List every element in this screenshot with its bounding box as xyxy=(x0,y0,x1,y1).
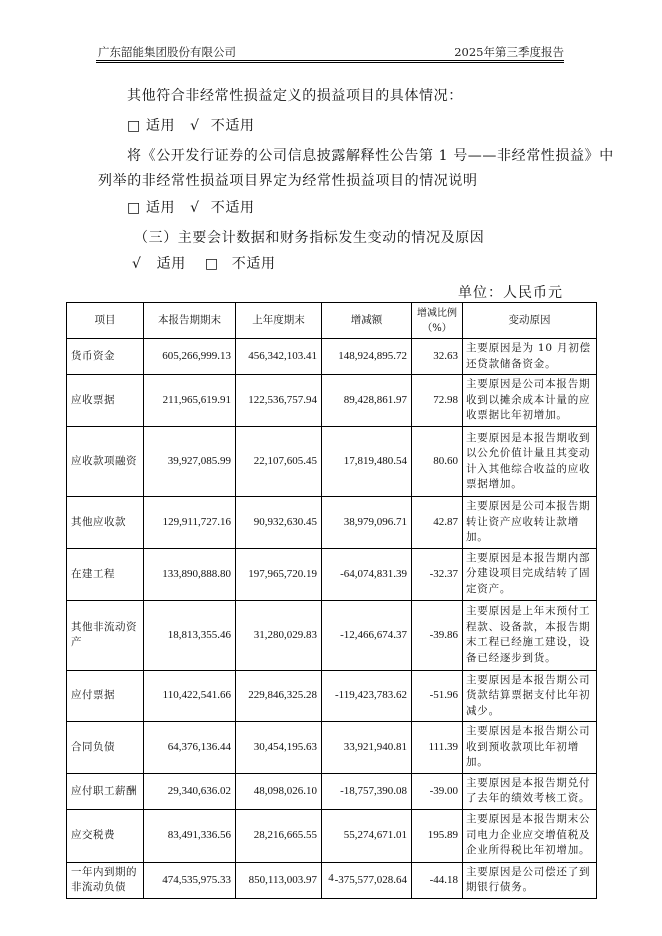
table-row xyxy=(67,670,597,722)
page-number: 4 xyxy=(328,872,334,884)
table-row xyxy=(67,722,597,774)
cell-prior: 48,098,026.10 xyxy=(236,773,322,809)
cell-change: -375,577,028.64 xyxy=(322,862,412,898)
cell-pct: 80.60 xyxy=(412,427,463,497)
section2-line1: 将《公开发行证券的公司信息披露解释性公告第 1 号——非经常性损益》中 xyxy=(127,148,614,164)
cell-prior: 31,280,029.83 xyxy=(236,600,322,670)
cell-reason: 主要原因是为 10 月初偿还贷款储备资金。 xyxy=(463,339,597,375)
cell-current: 133,890,888.80 xyxy=(144,548,236,600)
cell-pct: 195.89 xyxy=(412,809,463,862)
cell-reason: 主要原因是本报告期公司收到预收款项比年初增加。 xyxy=(463,722,597,774)
checkmark-icon: √ xyxy=(190,118,200,134)
section1-options xyxy=(127,116,255,136)
option-applicable: 适用 xyxy=(156,256,186,272)
header-rule-top xyxy=(96,60,564,61)
cell-prior: 30,454,195.63 xyxy=(236,722,322,774)
option-not-applicable: 不适用 xyxy=(210,118,255,134)
option-applicable: 适用 xyxy=(145,200,176,216)
cell-prior: 122,536,757.94 xyxy=(236,375,322,427)
cell-current: 83,491,336.56 xyxy=(144,809,236,862)
cell-change: -18,757,390.08 xyxy=(322,773,412,809)
cell-reason: 主要原因是本报告期兑付了去年的绩效考核工资。 xyxy=(463,773,597,809)
cell-change: 17,819,480.54 xyxy=(322,427,412,497)
cell-item: 其他非流动资产 xyxy=(67,600,144,670)
option-not-applicable: 不适用 xyxy=(231,256,276,272)
col-header-item: 项目 xyxy=(67,303,144,339)
cell-prior: 28,216,665.55 xyxy=(236,809,322,862)
section2-options xyxy=(127,198,255,218)
cell-item: 货币资金 xyxy=(67,339,144,375)
section1-title: 其他符合非经常性损益定义的损益项目的具体情况： xyxy=(127,88,463,104)
cell-prior: 197,965,720.19 xyxy=(236,548,322,600)
table-row xyxy=(67,600,597,670)
cell-reason: 主要原因是本报告期内部分建设项目完成结转了固定资产。 xyxy=(463,548,597,600)
table-row xyxy=(67,375,597,427)
cell-item: 应付票据 xyxy=(67,670,144,722)
cell-reason: 主要原因是本报告期末公司电力企业应交增值税及企业所得税比年初增加。 xyxy=(463,809,597,862)
table-row xyxy=(67,773,597,809)
cell-prior: 850,113,003.97 xyxy=(236,862,322,898)
cell-pct: -51.96 xyxy=(412,670,463,722)
option-not-applicable: 不适用 xyxy=(210,200,255,216)
header-company: 广东韶能集团股份有限公司 xyxy=(98,45,236,59)
cell-prior: 229,846,325.28 xyxy=(236,670,322,722)
cell-change: 38,979,096.71 xyxy=(322,497,412,549)
cell-item: 应付职工薪酬 xyxy=(67,773,144,809)
cell-change: -64,074,831.39 xyxy=(322,548,412,600)
header-rule-bottom xyxy=(96,62,564,63)
cell-change: -12,466,674.37 xyxy=(322,600,412,670)
col-header-prior: 上年度期末 xyxy=(236,303,322,339)
table-row xyxy=(67,548,597,600)
table-row xyxy=(67,339,597,375)
cell-item: 应交税费 xyxy=(67,809,144,862)
cell-current: 64,376,136.44 xyxy=(144,722,236,774)
checkbox-empty-icon: □ xyxy=(127,118,141,134)
cell-reason: 主要原因是公司本报告期转让资产应收转让款增加。 xyxy=(463,497,597,549)
header-report-title: 2025年第三季度报告 xyxy=(454,45,564,59)
cell-item: 一年内到期的非流动负债 xyxy=(67,862,144,898)
cell-change: 89,428,861.97 xyxy=(322,375,412,427)
cell-item: 应收款项融资 xyxy=(67,427,144,497)
cell-current: 18,813,355.46 xyxy=(144,600,236,670)
cell-pct: 32.63 xyxy=(412,339,463,375)
table-row xyxy=(67,497,597,549)
checkmark-icon: √ xyxy=(132,256,142,272)
cell-item: 应收票据 xyxy=(67,375,144,427)
cell-current: 39,927,085.99 xyxy=(144,427,236,497)
col-header-current: 本报告期期末 xyxy=(144,303,236,339)
cell-change: 55,274,671.01 xyxy=(322,809,412,862)
col-header-change: 增减额 xyxy=(322,303,412,339)
change-table xyxy=(66,302,597,899)
cell-prior: 90,932,630.45 xyxy=(236,497,322,549)
cell-prior: 22,107,605.45 xyxy=(236,427,322,497)
cell-current: 211,965,619.91 xyxy=(144,375,236,427)
cell-pct: 111.39 xyxy=(412,722,463,774)
section3-title: （三）主要会计数据和财务指标发生变动的情况及原因 xyxy=(134,230,485,246)
cell-pct: -32.37 xyxy=(412,548,463,600)
cell-item: 其他应收款 xyxy=(67,497,144,549)
cell-item: 合同负债 xyxy=(67,722,144,774)
cell-change: 148,924,895.72 xyxy=(322,339,412,375)
section2-line2: 列举的非经常性损益项目界定为经常性损益项目的情况说明 xyxy=(98,173,478,189)
table-row xyxy=(67,809,597,862)
cell-change: 33,921,940.81 xyxy=(322,722,412,774)
cell-pct: -39.00 xyxy=(412,773,463,809)
cell-pct: 72.98 xyxy=(412,375,463,427)
cell-reason: 主要原因是本报告期收到以公允价值计量且其变动计入其他综合收益的应收票据增加。 xyxy=(463,427,597,497)
table-header-row xyxy=(67,303,597,339)
cell-prior: 456,342,103.41 xyxy=(236,339,322,375)
col-header-reason: 变动原因 xyxy=(463,303,597,339)
checkmark-icon: √ xyxy=(190,200,200,216)
cell-item: 在建工程 xyxy=(67,548,144,600)
col-header-pct: 增减比例（%） xyxy=(412,303,463,339)
cell-current: 29,340,636.02 xyxy=(144,773,236,809)
cell-reason: 主要原因是公司本报告期收到以摊余成本计量的应收票据比年初增加。 xyxy=(463,375,597,427)
cell-pct: 42.87 xyxy=(412,497,463,549)
cell-reason: 主要原因是公司偿还了到期银行债务。 xyxy=(463,862,597,898)
cell-current: 605,266,999.13 xyxy=(144,339,236,375)
cell-current: 110,422,541.66 xyxy=(144,670,236,722)
table-row xyxy=(67,427,597,497)
checkbox-empty-icon: □ xyxy=(204,256,219,272)
section3-options xyxy=(132,254,276,274)
cell-pct: -44.18 xyxy=(412,862,463,898)
cell-change: -119,423,783.62 xyxy=(322,670,412,722)
cell-pct: -39.86 xyxy=(412,600,463,670)
cell-reason: 主要原因是本报告期公司货款结算票据支付比年初减少。 xyxy=(463,670,597,722)
checkbox-empty-icon: □ xyxy=(127,200,141,216)
cell-reason: 主要原因是上年末预付工程款、设备款，本报告期末工程已经施工建设，设备已经逐步到货。 xyxy=(463,600,597,670)
unit-label: 单位：人民币元 xyxy=(458,285,563,301)
cell-current: 129,911,727.16 xyxy=(144,497,236,549)
cell-current: 474,535,975.33 xyxy=(144,862,236,898)
option-applicable: 适用 xyxy=(145,118,176,134)
